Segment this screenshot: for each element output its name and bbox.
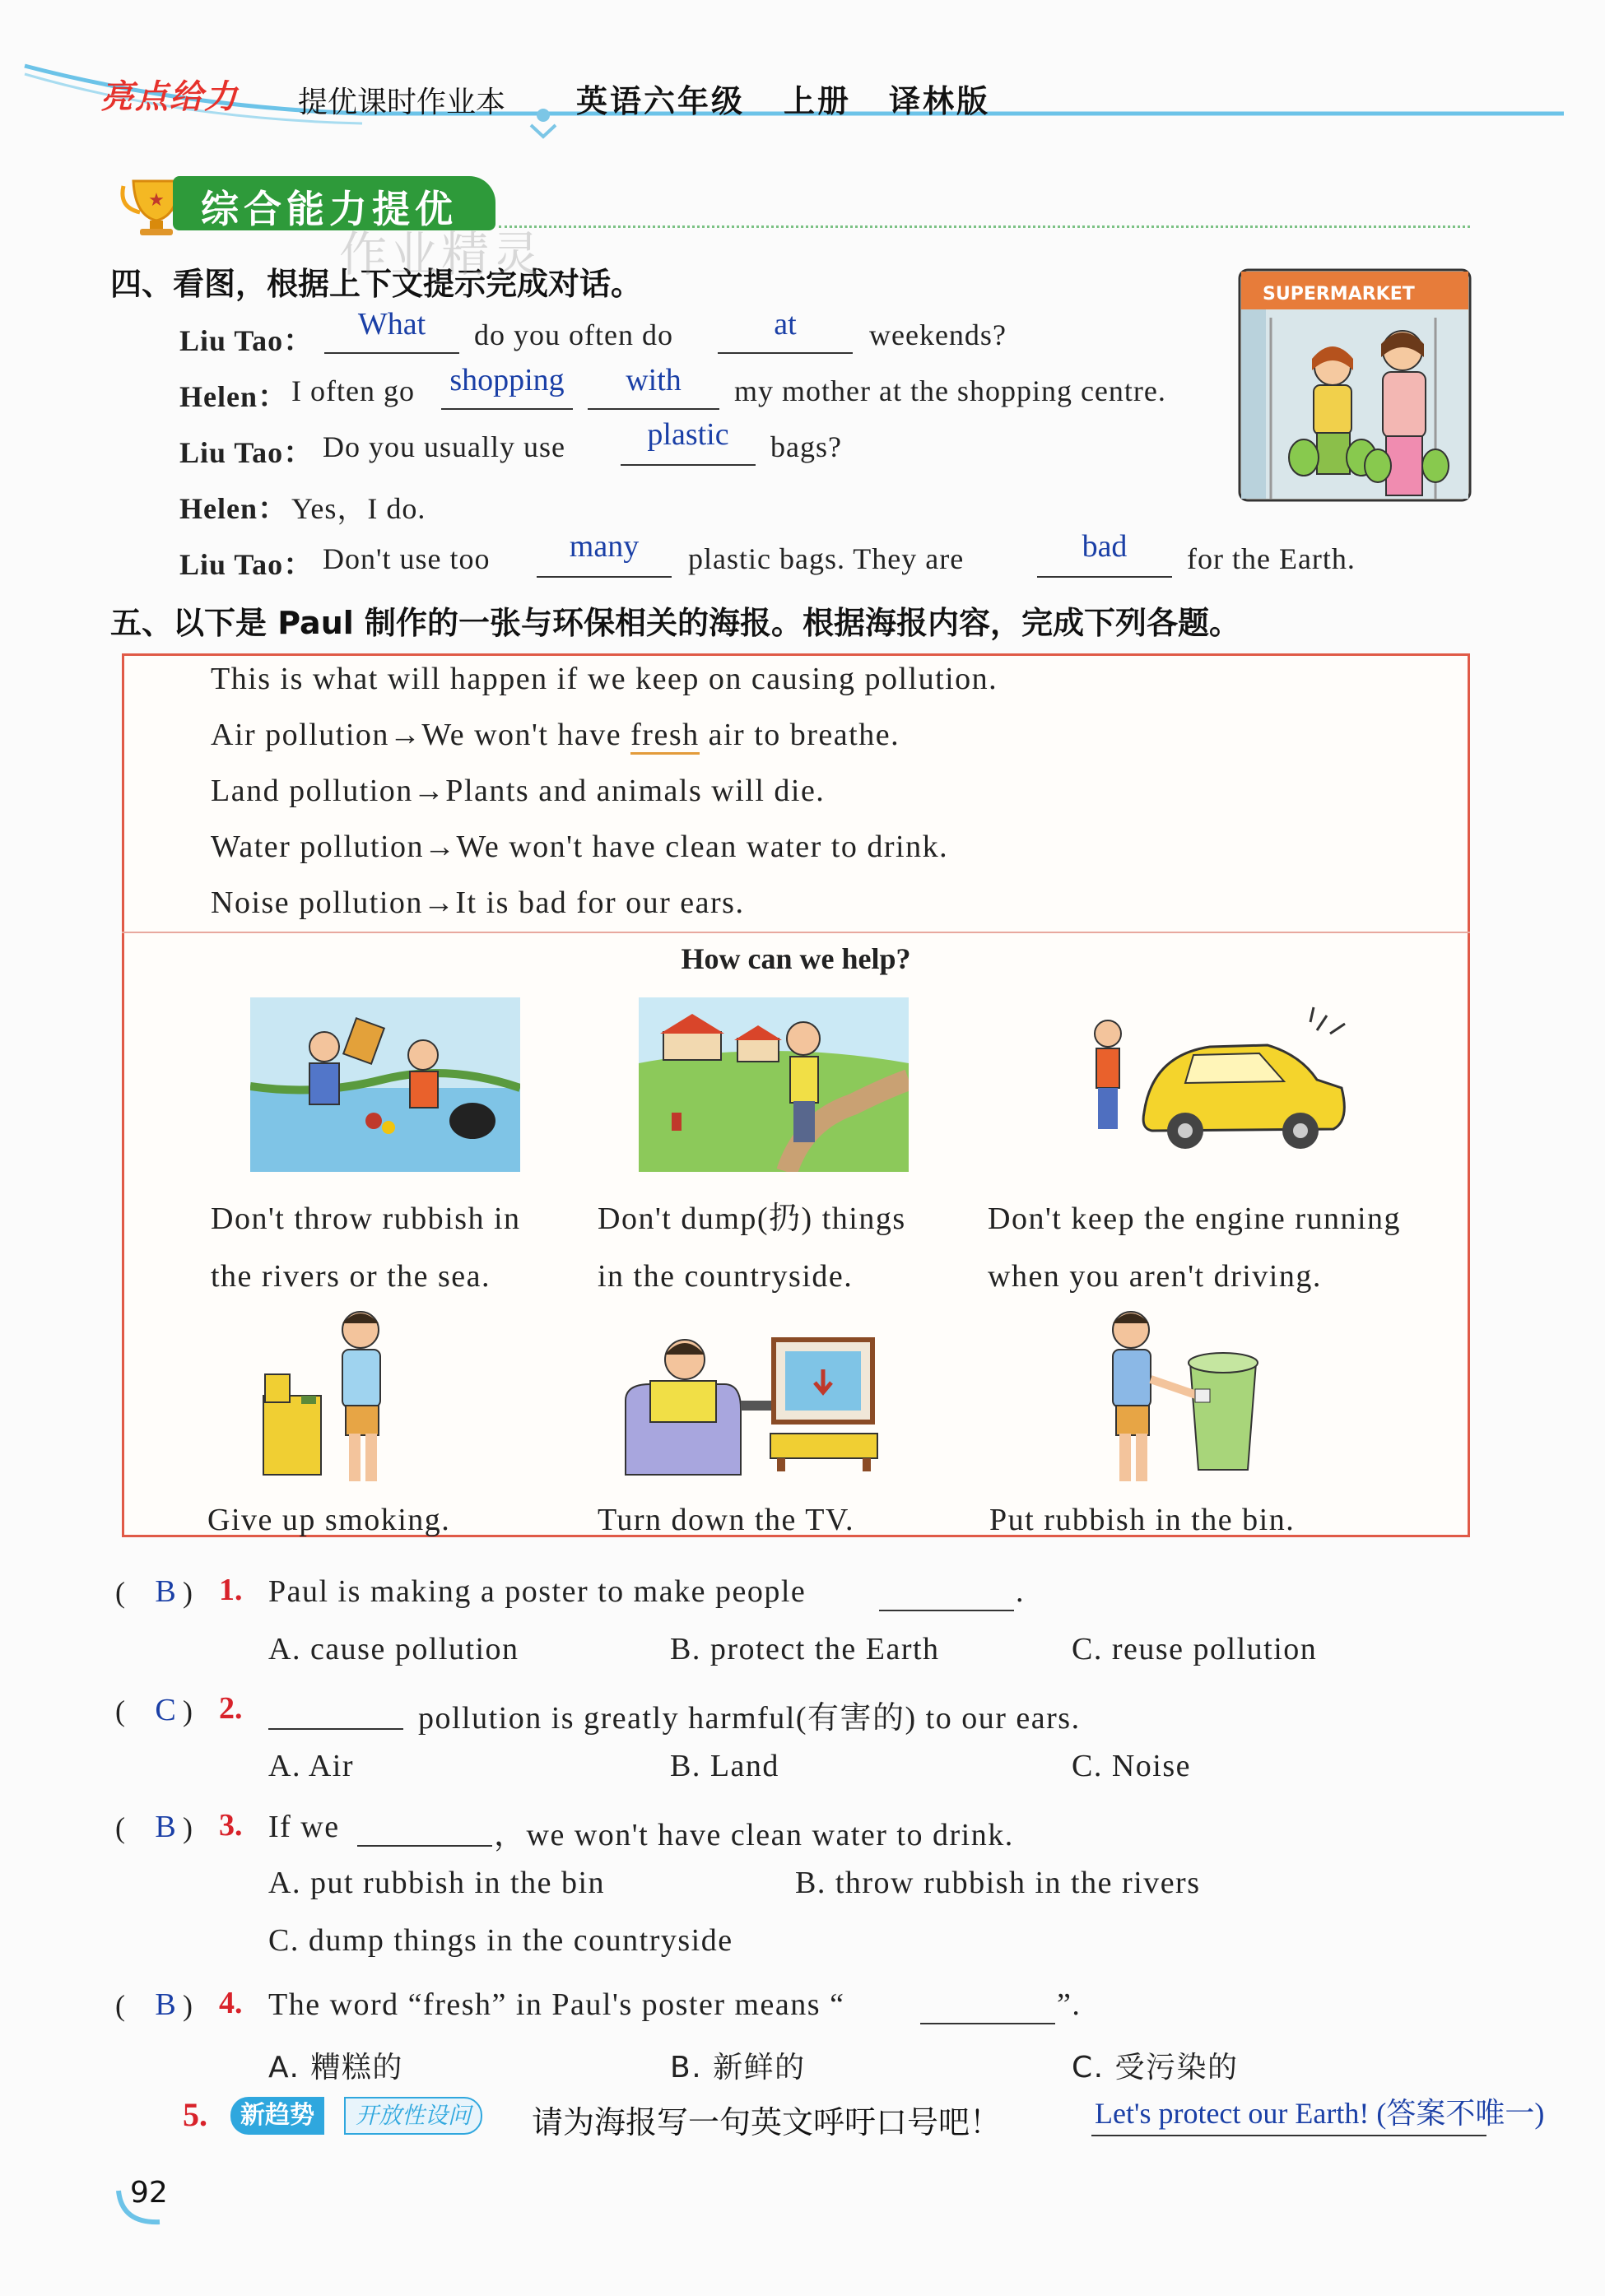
speaker: Liu Tao：	[179, 324, 314, 357]
q4-answer: B	[155, 1987, 176, 2022]
answer-with: with	[626, 363, 682, 397]
q4-option-c[interactable]: C. 受污染的	[1072, 2051, 1239, 2085]
poster-line-2	[211, 706, 900, 764]
header-book: 提优课时作业本	[298, 86, 506, 119]
answer-shopping: shopping	[449, 363, 565, 397]
answer-plastic: plastic	[647, 417, 729, 452]
q3-blank[interactable]	[357, 1812, 492, 1847]
answer-bad: bad	[1082, 529, 1128, 564]
text-dont-use-too: Don't use too	[323, 542, 491, 575]
speaker-liutao-3: Liu Tao：	[179, 548, 314, 581]
q1-blank[interactable]	[879, 1577, 1014, 1611]
q3-stem-a: If we	[268, 1810, 340, 1844]
header-volume: 上册	[784, 83, 852, 119]
q1-end: .	[1016, 1574, 1025, 1609]
text-plastic-bags-they: plastic bags. They are	[688, 542, 965, 575]
caption-1	[211, 1190, 521, 1305]
header-edition: 译林版	[889, 83, 991, 119]
caption-1-line-1: Don't throw rubbish in	[211, 1201, 521, 1236]
answer-what: What	[357, 307, 426, 342]
q3-option-c[interactable]: C. dump things in the countryside	[268, 1923, 733, 1958]
word-fresh: fresh	[630, 718, 699, 755]
watermark: 作业精灵	[339, 226, 544, 282]
poster-line-4: Water pollution→We won't have clean water to drink.	[211, 830, 949, 864]
text-my-mother: my mother at the shopping centre.	[734, 374, 1166, 407]
q3-paren: ( )	[115, 1811, 193, 1844]
caption-5: Turn down the TV.	[598, 1503, 854, 1537]
q5-answer: Let's protect our Earth! (答案不唯一)	[1095, 2097, 1545, 2130]
q1-paren: ( )	[115, 1576, 193, 1609]
answer-many: many	[569, 529, 640, 564]
poster-air-a: Air pollution→We won't have	[211, 718, 631, 752]
banner-title: 综合能力提优	[201, 187, 458, 231]
put-rubbish-in-bin-picture	[1075, 1305, 1272, 1490]
header-brand: 亮点给力	[100, 78, 239, 116]
speaker-liutao-2: Liu Tao：	[179, 436, 314, 469]
river-rubbish-picture	[250, 997, 520, 1172]
q5-tag-open: 开放性设问	[344, 2097, 482, 2135]
caption-3-line-2: when you aren't driving.	[988, 1259, 1322, 1294]
q1-stem: Paul is making a poster to make people	[268, 1574, 807, 1609]
answer-at: at	[774, 307, 797, 342]
poster-line-1: This is what will happen if we keep on causing pollution.	[211, 662, 998, 696]
q3-answer: B	[155, 1810, 176, 1844]
svg-text:★: ★	[148, 190, 165, 211]
q2-stem: pollution is greatly harmful(有害的) to our ears.	[418, 1701, 1081, 1736]
part4-title: 四、看图，根据上下文提示完成对话。	[110, 266, 643, 302]
q1-option-a[interactable]: A. cause pollution	[268, 1632, 519, 1666]
banner-dots	[499, 225, 1470, 228]
q4-stem-a: The word “fresh” in Paul's poster means “	[268, 1987, 845, 2022]
q2-number: 2.	[219, 1691, 243, 1726]
caption-1-line-2: the rivers or the sea.	[211, 1259, 491, 1294]
poster-line-3: Land pollution→Plants and animals will die.	[211, 774, 826, 808]
q4-paren: ( )	[115, 1989, 193, 2022]
poster-line-5: Noise pollution→It is bad for our ears.	[211, 885, 745, 920]
page-number: 92	[130, 2176, 168, 2210]
supermarket-sign: SUPERMARKET	[1263, 284, 1415, 304]
speaker-helen-2: Helen：	[179, 492, 288, 525]
q3-number: 3.	[219, 1808, 243, 1843]
q3-option-b[interactable]: B. throw rubbish in the rivers	[795, 1866, 1201, 1900]
header-subject: 英语六年级	[576, 83, 746, 119]
help-title: How can we help?	[681, 942, 911, 975]
q2-option-b[interactable]: B. Land	[670, 1749, 779, 1783]
text-for-the-earth: for the Earth.	[1187, 542, 1356, 575]
text-do-you-often: do you often do	[474, 318, 673, 351]
q1-answer: B	[155, 1574, 176, 1609]
car-engine-picture	[1070, 1006, 1350, 1154]
text-weekends: weekends?	[869, 318, 1007, 351]
q2-option-a[interactable]: A. Air	[268, 1749, 354, 1783]
q3-option-a[interactable]: A. put rubbish in the bin	[268, 1866, 606, 1900]
q2-blank[interactable]	[268, 1695, 403, 1730]
countryside-picture	[639, 997, 909, 1172]
q2-option-c[interactable]: C. Noise	[1072, 1749, 1191, 1783]
q2-paren: ( )	[115, 1694, 193, 1727]
give-up-smoking-picture	[254, 1305, 435, 1490]
q3-stem-b: ，we won't have clean water to drink.	[494, 1818, 1014, 1852]
caption-2	[598, 1190, 906, 1305]
supermarket-illustration	[1238, 268, 1472, 502]
part5-title: 五、以下是 Paul 制作的一张与环保相关的海报。根据海报内容，完成下列各题。	[110, 605, 1241, 641]
q5-prompt: 请为海报写一句英文呼吁口号吧！	[532, 2104, 1002, 2140]
caption-4: Give up smoking.	[207, 1503, 451, 1537]
q4-option-a[interactable]: A. 糟糕的	[268, 2051, 403, 2085]
q1-option-b[interactable]: B. protect the Earth	[670, 1632, 940, 1666]
caption-6: Put rubbish in the bin.	[989, 1503, 1296, 1537]
q5-number: 5.	[183, 2096, 207, 2133]
turn-down-tv-picture	[617, 1327, 881, 1480]
q1-number: 1.	[219, 1573, 243, 1607]
q2-answer: C	[155, 1693, 176, 1727]
caption-3-line-1: Don't keep the engine running	[988, 1201, 1402, 1236]
q1-option-c[interactable]: C. reuse pollution	[1072, 1632, 1318, 1666]
speaker-helen-1: Helen：	[179, 380, 288, 413]
text-i-often-go: I often go	[291, 374, 415, 407]
text-do-you-usually: Do you usually use	[323, 430, 565, 463]
q4-number: 4.	[219, 1986, 243, 2020]
dialogue-line-1	[179, 318, 314, 360]
caption-2-line-2: in the countryside.	[598, 1259, 854, 1294]
q4-option-b[interactable]: B. 新鲜的	[670, 2051, 806, 2085]
poster-air-b: air to breathe.	[699, 718, 900, 752]
q5-tag-trend: 新趋势	[230, 2097, 324, 2135]
q4-blank[interactable]	[920, 1990, 1055, 2024]
text-yes-i-do: Yes，I do.	[291, 492, 426, 525]
text-bags: bags?	[770, 430, 842, 463]
caption-3	[988, 1190, 1401, 1305]
q4-stem-b: ”.	[1057, 1987, 1082, 2022]
poster-divider	[122, 932, 1470, 933]
caption-2-line-1: Don't dump(扔) things	[598, 1201, 906, 1236]
